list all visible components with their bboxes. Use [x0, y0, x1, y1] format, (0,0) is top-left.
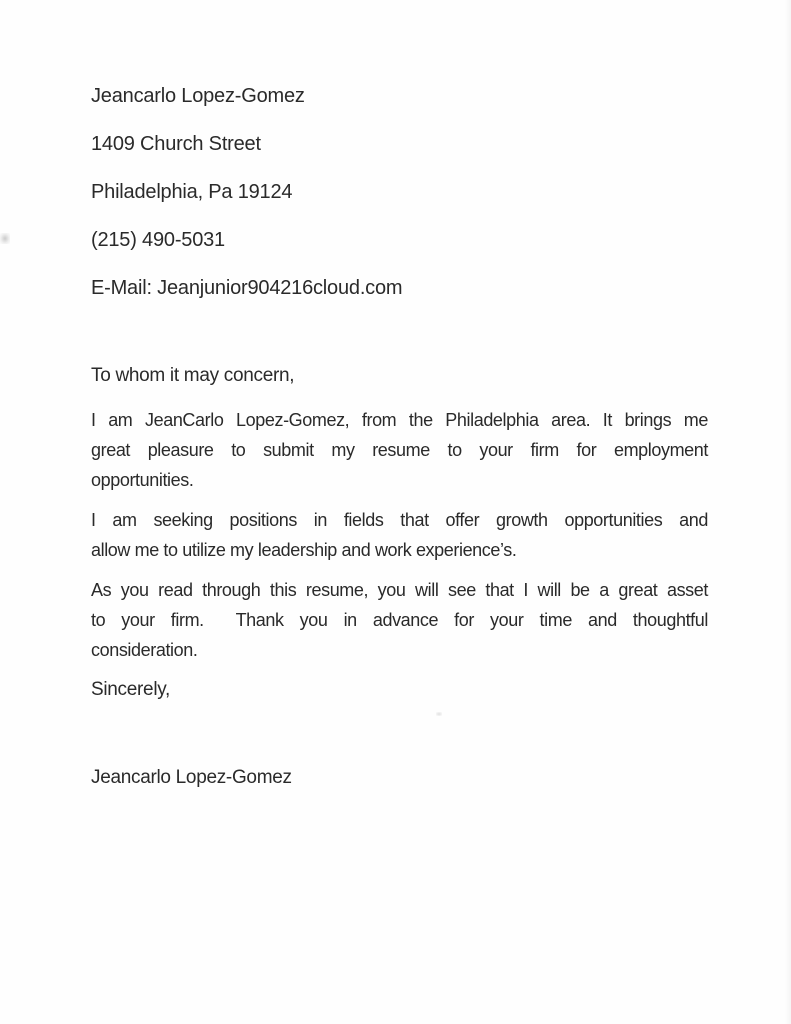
- scan-edge-shading: [785, 0, 791, 1024]
- paragraph-intro: [91, 405, 708, 495]
- paragraph-line: opportunities.: [91, 470, 194, 490]
- paragraph-seeking: [91, 505, 708, 565]
- paragraph-line: I am seeking positions in fields that offer growth opportunities and: [91, 510, 708, 530]
- paragraph-line: allow me to utilize my leadership and work experience’s.: [91, 540, 517, 560]
- paragraph-thanks: [91, 575, 708, 665]
- scan-speck-artifact: [436, 712, 442, 716]
- sender-street: 1409 Church Street: [91, 133, 261, 155]
- sender-phone: (215) 490-5031: [91, 229, 225, 251]
- paragraph-line: consideration.: [91, 640, 198, 660]
- sender-header: [91, 85, 708, 325]
- paragraph-line: great pleasure to submit my resume to your firm for employment: [91, 440, 708, 460]
- closing: Sincerely,: [91, 679, 171, 700]
- sender-name: Jeancarlo Lopez-Gomez: [91, 85, 305, 107]
- paragraph-line: As you read through this resume, you will see that I will be a great asset: [91, 580, 708, 600]
- paragraph-line: I am JeanCarlo Lopez-Gomez, from the Philadelphia area. It brings me: [91, 410, 708, 430]
- sender-email: E-Mail: Jeanjunior904216cloud.com: [91, 277, 403, 299]
- paragraph-line: to your firm. Thank you in advance for your time and thoughtful: [91, 610, 708, 630]
- salutation: To whom it may concern,: [91, 365, 295, 386]
- signature-name: Jeancarlo Lopez-Gomez: [91, 767, 292, 788]
- sender-city-state-zip: Philadelphia, Pa 19124: [91, 181, 293, 203]
- scan-smudge-artifact: [0, 233, 10, 244]
